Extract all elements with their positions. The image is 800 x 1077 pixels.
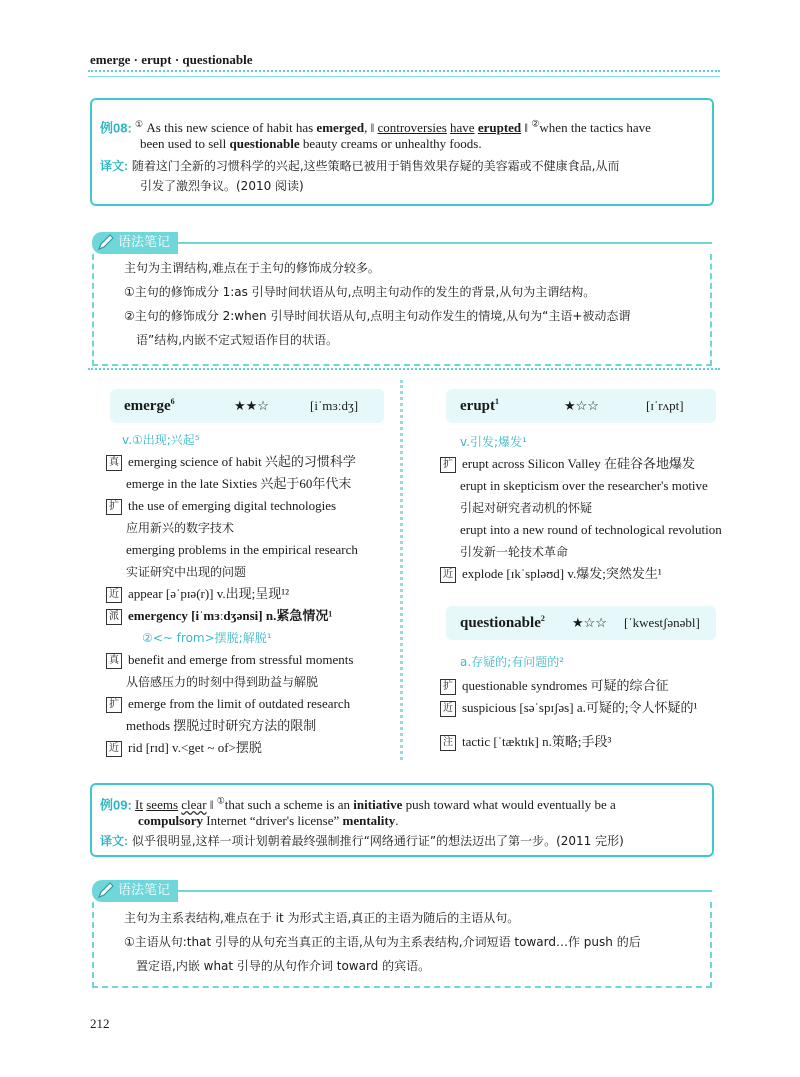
section-divider	[88, 368, 720, 370]
grammar-line: 主句为主系表结构,难点在于 it 为形式主语,真正的主语为随后的主语从句。	[124, 911, 520, 925]
entry-line: rid [rɪd] v.<get ~ of>摆脱	[128, 740, 262, 755]
entry-line: the use of emerging digital technologies	[128, 498, 337, 513]
entry-line: 从倍感压力的时刻中得到助益与解脱	[126, 675, 319, 689]
entry-line: 实证研究中出现的问题	[126, 565, 247, 579]
entry-line: emerge in the late Sixties 兴起于60年代末	[126, 476, 352, 491]
entry-line: tactic [ˈtæktɪk] n.策略;手段³	[462, 734, 612, 749]
grammar-line: ①主句的修饰成分 1:as 引导时间状语从句,点明主句动作的发生的背景,从句为主谓结构。	[124, 285, 596, 299]
phonetic: [ˈkwestʃənəbl]	[624, 615, 700, 630]
tag-icon: 近	[106, 587, 122, 603]
grammar-line: 主句为主谓结构,难点在于主句的修饰成分较多。	[124, 261, 380, 275]
tag-icon: 扩	[440, 457, 456, 473]
column-separator	[400, 380, 403, 760]
entry-line: questionable syndromes 可疑的综合征	[462, 678, 669, 693]
headword-erupt: erupt$^1$	[460, 397, 499, 414]
entry-line: benefit and emerge from stressful moments	[128, 652, 354, 667]
tag-icon: 派	[106, 609, 122, 625]
sense-1: v.①出现;兴起⁵	[122, 433, 200, 447]
tag-icon: 扩	[106, 499, 122, 515]
translation-label: 译文:	[100, 834, 128, 848]
phonetic: [ɪˈrʌpt]	[646, 398, 684, 413]
tag-icon: 扩	[106, 697, 122, 713]
example-08-translation-1: 随着这门全新的习惯科学的兴起,这些策略已被用于销售效果存疑的美容霜或不健康食品,从而	[131, 159, 620, 173]
entry-line: erupt in skepticism over the researcher's motive	[460, 478, 708, 493]
example-08-english-1: As this new science of habit has emerged, ‖ controversies have erupted ‖ ②when the tactics have	[146, 119, 651, 136]
headword-emerge: emerge$^6$	[124, 397, 175, 414]
tag-icon: 近	[106, 741, 122, 757]
example-09-english-1: It seems clear ‖ ①that such a scheme is an initiative push toward what would eventually be a	[135, 796, 616, 813]
star-rating: ★☆☆	[572, 615, 607, 630]
grammar-note-title: 语法笔记	[92, 232, 178, 254]
star-rating: ★☆☆	[564, 398, 599, 413]
questionable-headword-bar	[446, 606, 716, 640]
example-08-english-2: been used to sell questionable beauty creams or unhealthy foods.	[140, 136, 482, 151]
tag-icon: 扩	[440, 679, 456, 695]
entry-line: emergency [iˈmɜːdʒənsi] n.紧急情况¹	[128, 608, 333, 623]
example-09-box	[90, 783, 714, 857]
tag-icon: 近	[440, 701, 456, 717]
sense-1: a.存疑的;有问题的²	[460, 655, 565, 669]
erupt-headword-bar	[446, 389, 716, 423]
sense-2: ②<~ from>摆脱;解脱¹	[142, 631, 272, 645]
entry-line: 引发新一轮技术革命	[460, 545, 569, 559]
star-rating: ★★☆	[234, 398, 269, 413]
header-divider	[88, 70, 720, 72]
emerge-headword-bar	[110, 389, 384, 423]
grammar-note-title: 语法笔记	[92, 880, 178, 902]
entry-line: erupt across Silicon Valley 在硅谷各地爆发	[462, 456, 696, 471]
example-08-box: 例08: ① As this new science of habit has emerged, ‖ controversies have erupted ‖ ②when the tactics have been used to sell questionable beauty creams or unhealthy foods. 译文: 随着这门全新的习惯科学的兴起,这些策略已被用于销售效果存疑的美容霜或不健康食品,从而 引发了激烈争议。(2010 阅读)	[90, 98, 714, 206]
headword-questionable: questionable$^2$	[460, 614, 545, 631]
entry-line: 应用新兴的数字技术	[126, 521, 235, 535]
entry-line: erupt into a new round of technological revolution	[460, 522, 722, 537]
tag-icon: 近	[440, 567, 456, 583]
header-divider-thin	[88, 76, 720, 77]
example-09-english-2: compulsory Internet “driver's license” mentality.	[138, 813, 399, 828]
pencil-icon	[96, 232, 116, 252]
entry-line: emerging problems in the empirical research	[126, 542, 358, 557]
grammar-note-1	[92, 232, 712, 366]
entry-line: 引起对研究者动机的怀疑	[460, 501, 593, 515]
translation-label: 译文:	[100, 159, 128, 173]
example-label: 例08:	[100, 120, 132, 136]
example-label: 例09:	[100, 797, 132, 813]
example-08-translation-2: 引发了激烈争议。(2010 阅读)	[140, 179, 304, 193]
example-09-translation-1: 似乎很明显,这样一项计划朝着最终强制推行“网络通行证”的想法迈出了第一步。(2011 完形)	[131, 834, 624, 848]
entry-line: emerging science of habit 兴起的习惯科学	[128, 454, 356, 469]
entry-line: methods 摆脱过时研究方法的限制	[126, 718, 317, 733]
entry-line: explode [ɪkˈspləʊd] v.爆发;突然发生¹	[462, 566, 662, 581]
tag-icon: 注	[440, 735, 456, 751]
entry-line: appear [əˈpɪə(r)] v.出现;呈现¹²	[128, 586, 290, 601]
pencil-icon	[96, 880, 116, 900]
grammar-note-2	[92, 880, 712, 988]
phonetic: [iˈmɜːdʒ]	[310, 398, 359, 413]
grammar-line: ②主句的修饰成分 2:when 引导时间状语从句,点明主句动作发生的情境,从句为“主语+被动态谓	[124, 309, 631, 323]
grammar-line: 语”结构,内嵌不定式短语作目的状语。	[136, 333, 339, 347]
entry-line: emerge from the limit of outdated research	[128, 696, 351, 711]
tag-icon: 真	[106, 455, 122, 471]
sense-1: v.引发;爆发¹	[460, 435, 527, 449]
page-number: 212	[90, 1016, 110, 1031]
running-header: emerge · erupt · questionable	[90, 52, 253, 67]
grammar-line: 置定语,内嵌 what 引导的从句作介词 toward 的宾语。	[136, 959, 431, 973]
entry-line: suspicious [səˈspɪʃəs] a.可疑的;令人怀疑的¹	[462, 700, 698, 715]
tag-icon: 真	[106, 653, 122, 669]
grammar-line: ①主语从句:that 引导的从句充当真正的主语,从句为主系表结构,介词短语 toward…作 push 的后	[124, 935, 641, 949]
